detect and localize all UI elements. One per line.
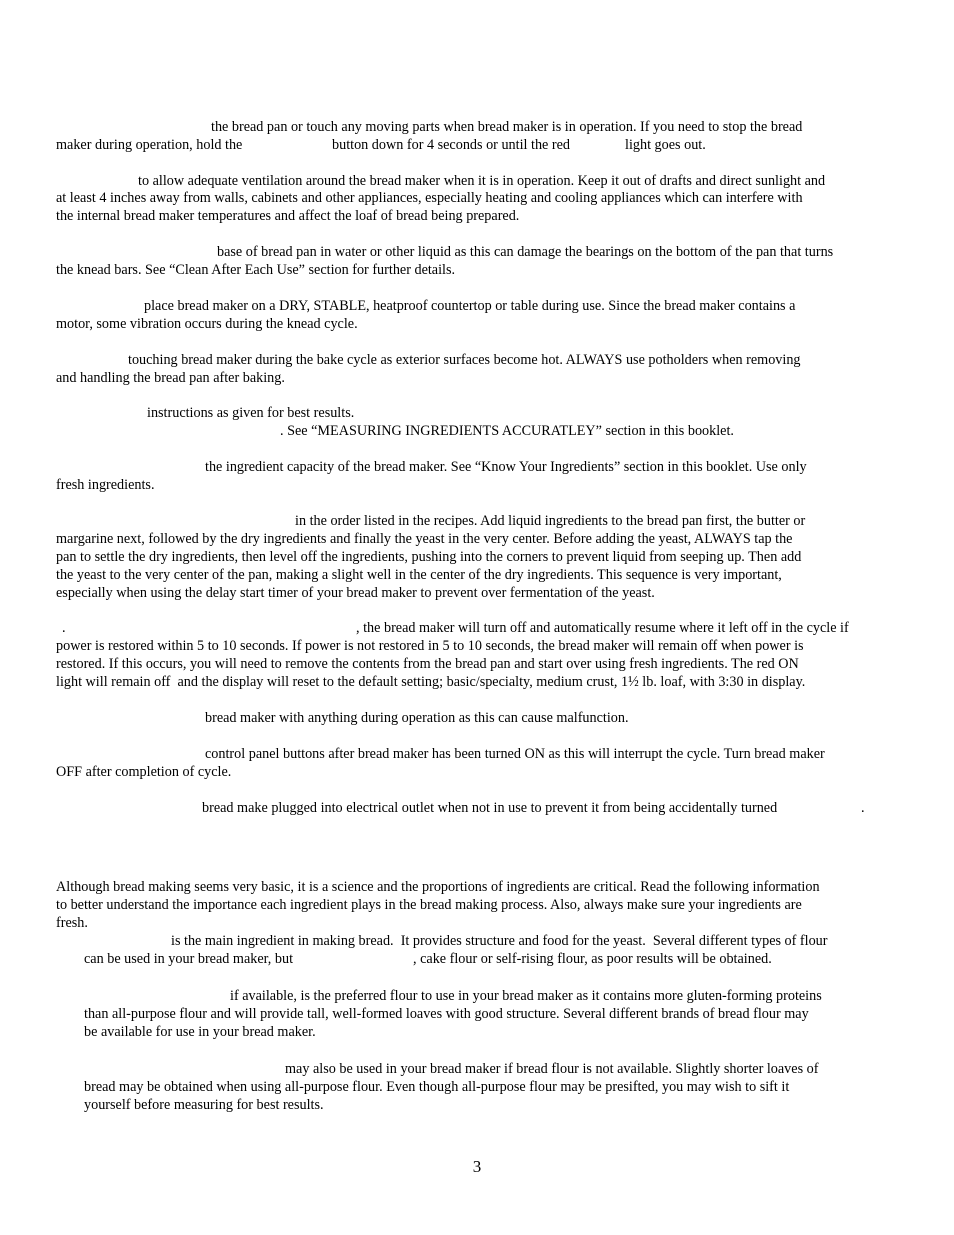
paragraph-line: maker during operation, hold the bbox=[56, 137, 243, 153]
paragraph-line: if available, is the preferred flour to use in your bread maker as it contains more gluten-forming proteins bbox=[230, 988, 822, 1004]
paragraph-line: , the bread maker will turn off and automatically resume where it left off in the cycle if bbox=[356, 620, 849, 636]
paragraph-line: the internal bread maker temperatures and affect the loaf of bread being prepared. bbox=[56, 208, 520, 224]
paragraph-line: to allow adequate ventilation around the bread maker when it is in operation. Keep it out of drafts and direct sunlight and bbox=[138, 173, 826, 189]
paragraph-line: at least 4 inches away from walls, cabinets and other appliances, especially heating and cooling appliances which can interfere with bbox=[56, 190, 803, 206]
paragraph-line: fresh. bbox=[56, 915, 88, 931]
paragraph-line: . bbox=[62, 620, 66, 636]
paragraph-line: . See “MEASURING INGREDIENTS ACCURATLEY” section in this booklet. bbox=[280, 423, 734, 439]
paragraph-line: bread may be obtained when using all-purpose flour. Even though all-purpose flour may be presifted, you may wish to sift it bbox=[84, 1079, 790, 1095]
paragraph-line: base of bread pan in water or other liquid as this can damage the bearings on the bottom of the pan that turns bbox=[217, 244, 834, 260]
paragraph-line: to better understand the importance each ingredient plays in the bread making process. Also, always make sure your ingredients are bbox=[56, 897, 802, 913]
paragraph-line: power is restored within 5 to 10 seconds. If power is not restored in 5 to 10 seconds, the bread maker will remain off when power is bbox=[56, 638, 804, 654]
paragraph-line: light will remain off and the display will reset to the default setting; basic/specialty, medium crust, 1½ lb. loaf, with 3:30 in display. bbox=[56, 674, 806, 690]
paragraph-line: light goes out. bbox=[625, 137, 706, 153]
paragraph-line: the knead bars. See “Clean After Each Use” section for further details. bbox=[56, 262, 456, 278]
paragraph-line: can be used in your bread maker, but bbox=[84, 951, 294, 967]
paragraph-line: than all-purpose flour and will provide tall, well-formed loaves with good structure. Several different brands of bread flour may bbox=[84, 1006, 809, 1022]
paragraph-line: button down for 4 seconds or until the red bbox=[332, 137, 570, 153]
paragraph-line: the yeast to the very center of the pan, making a slight well in the center of the dry ingredients. This sequence is very important, bbox=[56, 567, 782, 583]
paragraph-line: OFF after completion of cycle. bbox=[56, 764, 232, 780]
paragraph-line: restored. If this occurs, you will need to remove the contents from the bread pan and start over using fresh ingredients. The red ON bbox=[56, 656, 799, 672]
paragraph-line: Although bread making seems very basic, it is a science and the proportions of ingredients are critical. Read the following information bbox=[56, 879, 820, 895]
paragraph-line: instructions as given for best results. bbox=[147, 405, 355, 421]
paragraph-line: touching bread maker during the bake cycle as exterior surfaces become hot. ALWAYS use potholders when removing bbox=[128, 352, 801, 368]
paragraph-line: pan to settle the dry ingredients, then level off the ingredients, pushing into the corners to prevent liquid from seeping up. Then add bbox=[56, 549, 802, 565]
paragraph-line: be available for use in your bread maker. bbox=[84, 1024, 316, 1040]
paragraph-line: and handling the bread pan after baking. bbox=[56, 370, 285, 386]
paragraph-line: control panel buttons after bread maker has been turned ON as this will interrupt the cycle. Turn bread maker bbox=[205, 746, 825, 762]
paragraph-line: especially when using the delay start timer of your bread maker to prevent over fermentation of the yeast. bbox=[56, 585, 655, 601]
paragraph-line: , cake flour or self-rising flour, as poor results will be obtained. bbox=[413, 951, 772, 967]
paragraph-line: the bread pan or touch any moving parts when bread maker is in operation. If you need to stop the bread bbox=[211, 119, 803, 135]
paragraph-line: may also be used in your bread maker if bread flour is not available. Slightly shorter loaves of bbox=[285, 1061, 819, 1077]
paragraph-line: is the main ingredient in making bread. It provides structure and food for the yeast. Several different types of flour bbox=[171, 933, 828, 949]
paragraph-line: the ingredient capacity of the bread maker. See “Know Your Ingredients” section in this booklet. Use only bbox=[205, 459, 807, 475]
paragraph-line: bread make plugged into electrical outlet when not in use to prevent it from being accidentally turned bbox=[202, 800, 778, 816]
paragraph-line: in the order listed in the recipes. Add liquid ingredients to the bread pan first, the butter or bbox=[295, 513, 806, 529]
paragraph-line: motor, some vibration occurs during the knead cycle. bbox=[56, 316, 358, 332]
paragraph-line: bread maker with anything during operation as this can cause malfunction. bbox=[205, 710, 629, 726]
page-number: 3 bbox=[472, 1157, 482, 1176]
paragraph-line: yourself before measuring for best results. bbox=[84, 1097, 324, 1113]
paragraph-line: place bread maker on a DRY, STABLE, heatproof countertop or table during use. Since the bread maker contains a bbox=[144, 298, 796, 314]
paragraph-line: margarine next, followed by the dry ingredients and finally the yeast in the very center. Before adding the yeast, ALWAYS tap the bbox=[56, 531, 793, 547]
paragraph-line: fresh ingredients. bbox=[56, 477, 155, 493]
paragraph-line: . bbox=[861, 800, 865, 816]
